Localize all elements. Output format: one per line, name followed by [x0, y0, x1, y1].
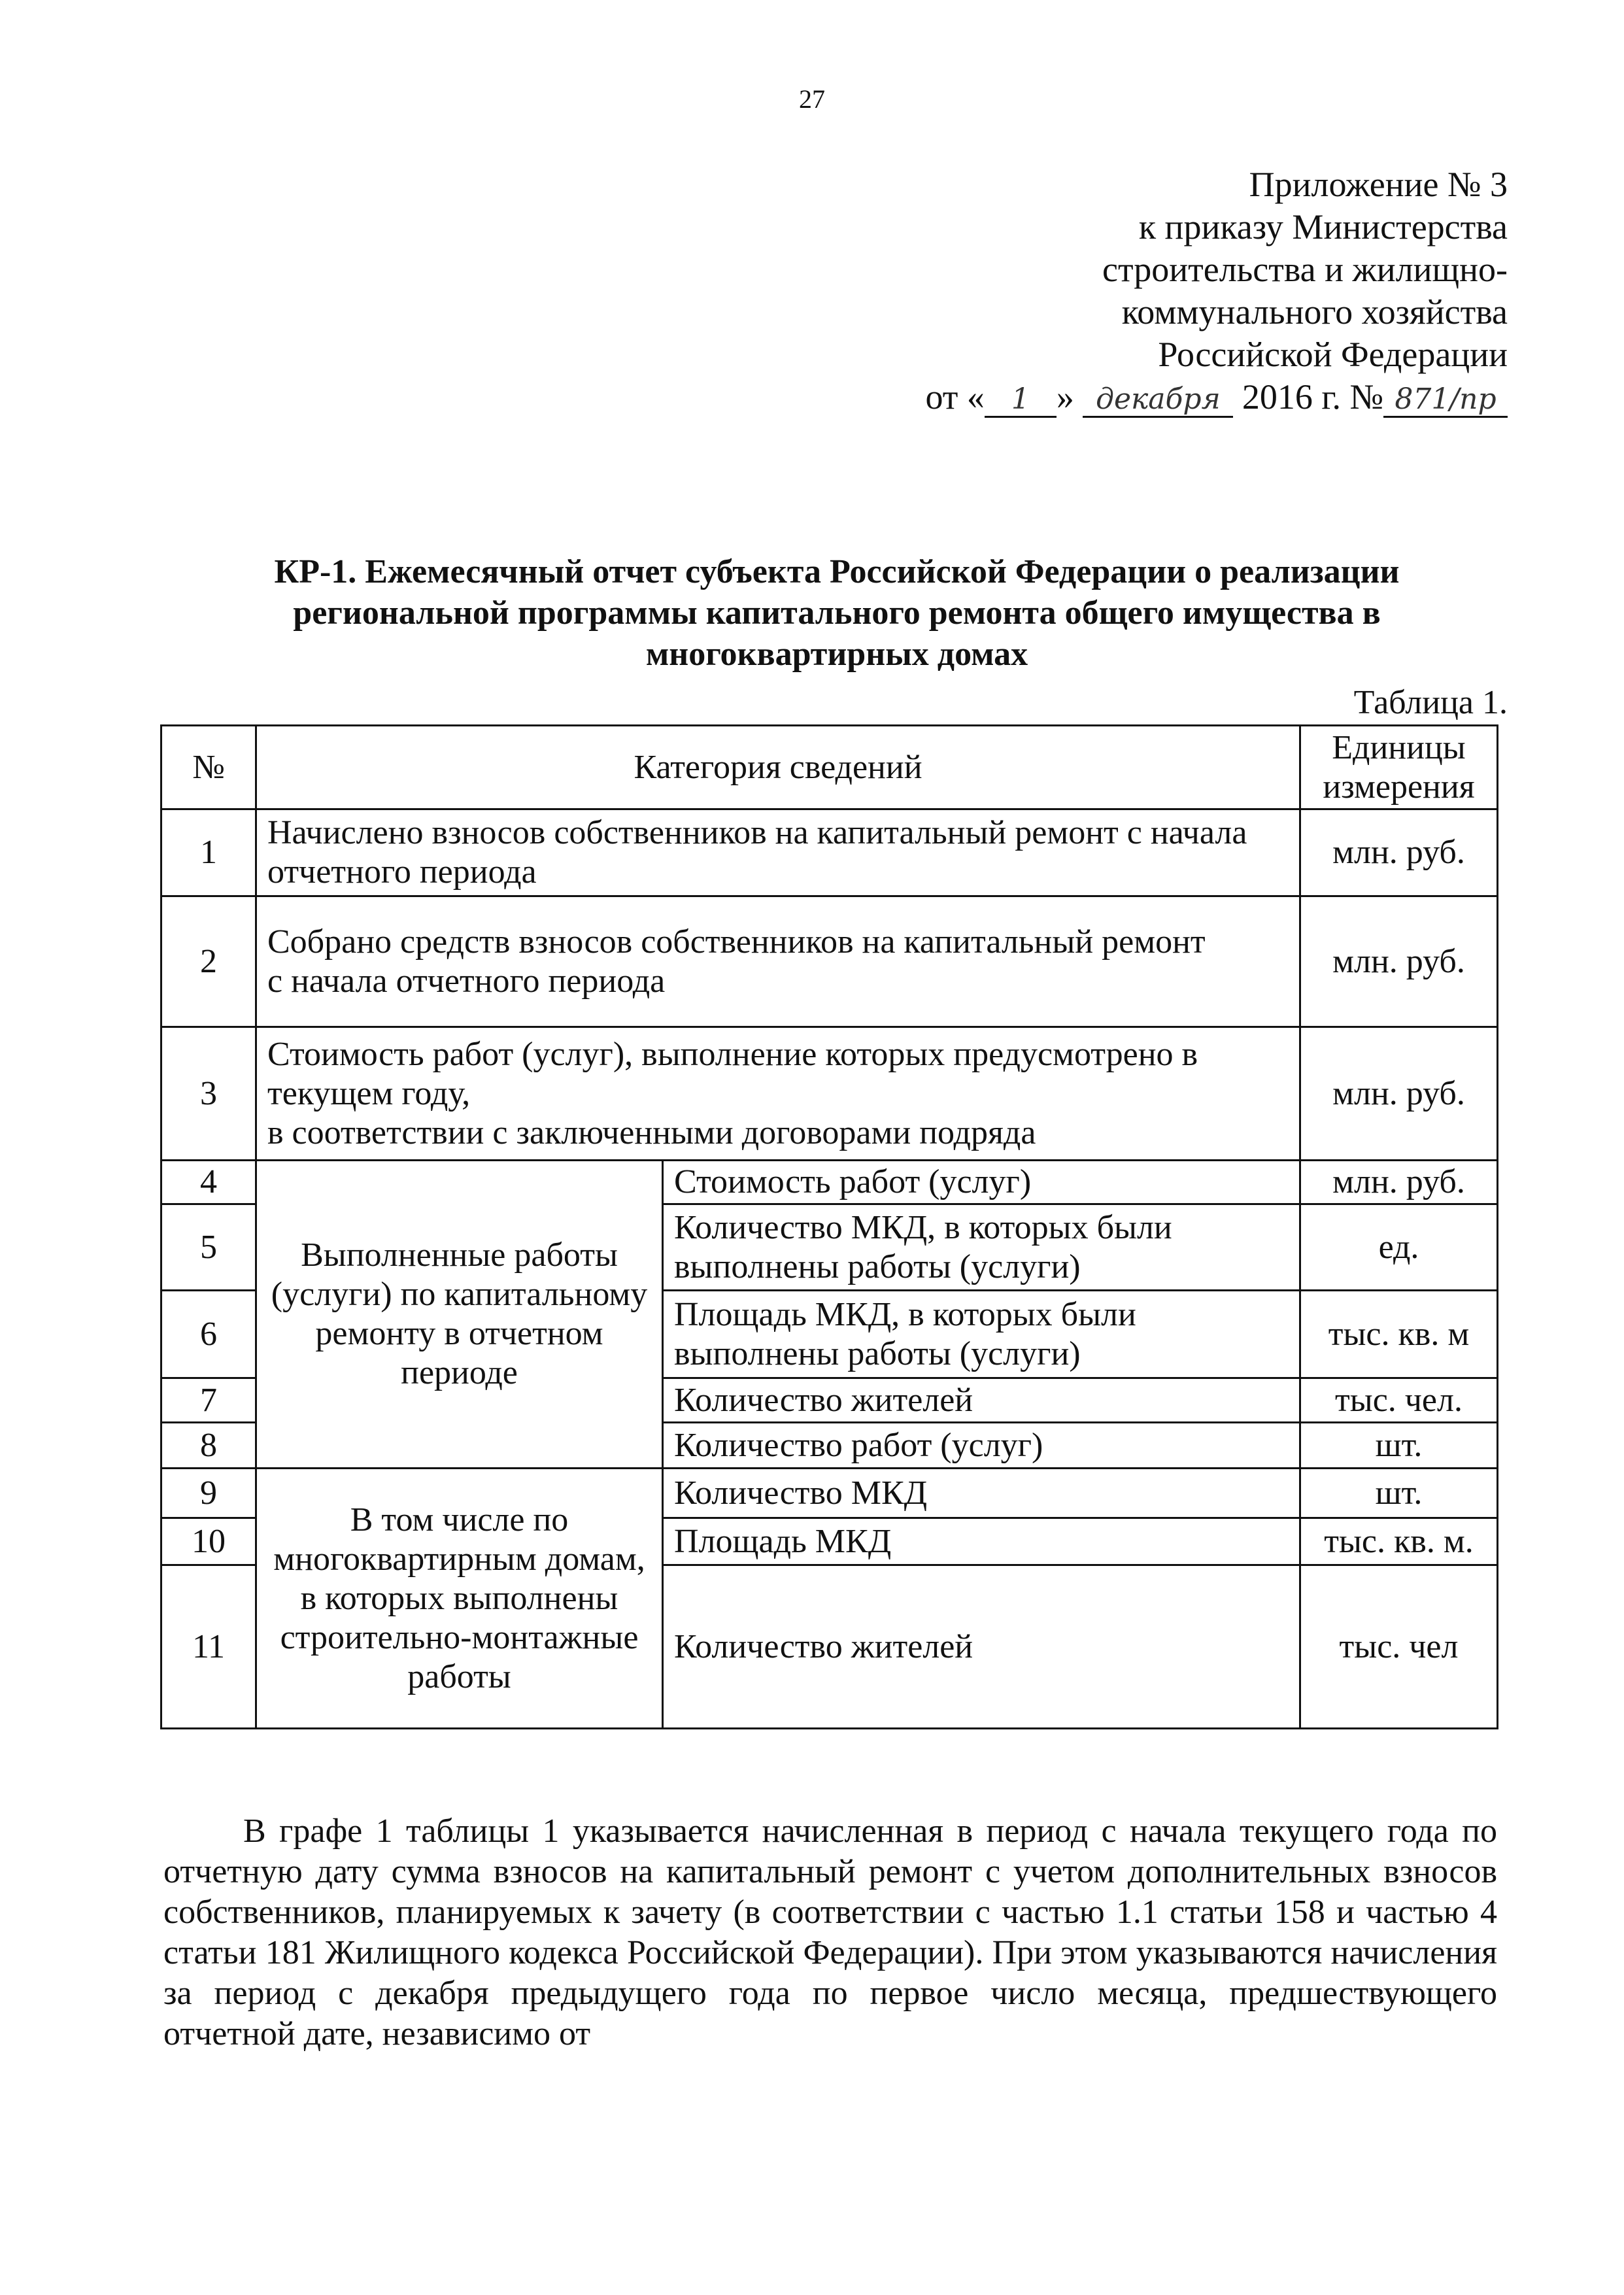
row-text: Стоимость работ (услуг) [663, 1161, 1300, 1204]
appendix-line: Приложение № 3 [1249, 165, 1508, 204]
row-unit: млн. руб. [1300, 896, 1498, 1027]
row-text: Начислено взносов собственников на капитальный ремонт с начала отчетного периода [256, 809, 1300, 896]
row-text: Количество МКД, в которых были выполнены работы (услуги) [663, 1204, 1300, 1291]
row-num: 11 [161, 1565, 256, 1729]
row-unit: тыс. чел. [1300, 1378, 1498, 1423]
row-unit: млн. руб. [1300, 1161, 1498, 1204]
row-num: 9 [161, 1469, 256, 1518]
row-text: Количество жителей [663, 1565, 1300, 1729]
appendix-line: строительства и жилищно- [1102, 250, 1508, 289]
row-unit: тыс. кв. м [1300, 1291, 1498, 1378]
order-mid: » [1056, 377, 1074, 416]
row-num: 5 [161, 1204, 256, 1291]
row-num: 3 [161, 1027, 256, 1161]
order-number: 871/пр [1383, 383, 1508, 418]
order-reference [926, 376, 1508, 418]
row-num: 2 [161, 896, 256, 1027]
row-num: 8 [161, 1423, 256, 1469]
row-text: Собрано средств взносов собственников на капитальный ремонт с начала отчетного периода [256, 896, 1300, 1027]
row-text: Площадь МКД, в которых были выполнены работы (услуги) [663, 1291, 1300, 1378]
row-text: Количество МКД [663, 1469, 1300, 1518]
appendix-line: к приказу Министерства [1138, 207, 1508, 246]
row-unit: шт. [1300, 1423, 1498, 1469]
table-row [161, 1469, 1498, 1518]
appendix-line: Российской Федерации [1158, 335, 1508, 374]
header-num: № [161, 726, 256, 809]
appendix-header [1102, 163, 1508, 376]
row-unit: тыс. чел [1300, 1565, 1498, 1729]
row-unit: ед. [1300, 1204, 1498, 1291]
body-paragraph: В графе 1 таблицы 1 указывается начисленная в период с начала текущего года по отчетную дату сумма взносов на капитальный ремонт с учетом дополнительных взносов собственников, планируемых к зачету (в соответствии с частью 1.1 статьи 158 и частью 4 статьи 181 Жилищного кодекса Российской Федерации). При этом указываются начисления за период с декабря предыдущего года по первое число месяца, предшествующего отчетной дате, независимо от [163, 1812, 1497, 2052]
row-unit: тыс. кв. м. [1300, 1518, 1498, 1565]
row-unit: млн. руб. [1300, 1027, 1498, 1161]
header-unit: Единицы измерения [1300, 726, 1498, 809]
order-day: 1 [985, 383, 1057, 418]
row-unit: шт. [1300, 1469, 1498, 1518]
group-including: В том числе по многоквартирным домам, в которых выполнены строительно-монтажные работы [256, 1469, 663, 1729]
group-completed-works: Выполненные работы (услуги) по капитальному ремонту в отчетном периоде [256, 1161, 663, 1469]
row-text: Площадь МКД [663, 1518, 1300, 1565]
row-text: Количество работ (услуг) [663, 1423, 1300, 1469]
row-num: 10 [161, 1518, 256, 1565]
table-row [161, 809, 1498, 896]
table-caption: Таблица 1. [1353, 684, 1508, 721]
table-row [161, 896, 1498, 1027]
row-num: 7 [161, 1378, 256, 1423]
appendix-line: коммунального хозяйства [1121, 292, 1508, 332]
page-number: 27 [799, 84, 825, 114]
header-category: Категория сведений [256, 726, 1300, 809]
row-text: Стоимость работ (услуг), выполнение которых предусмотрено в текущем году, в соответствии с заключенными договорами подряда [256, 1027, 1300, 1161]
order-month: декабря [1083, 383, 1233, 418]
order-year: 2016 г. № [1242, 377, 1383, 416]
order-prefix: от « [925, 377, 985, 416]
row-num: 6 [161, 1291, 256, 1378]
row-unit: млн. руб. [1300, 809, 1498, 896]
row-num: 4 [161, 1161, 256, 1204]
row-text: Количество жителей [663, 1378, 1300, 1423]
table-row [161, 1161, 1498, 1204]
table-row [161, 1027, 1498, 1161]
row-num: 1 [161, 809, 256, 896]
report-table [160, 724, 1498, 1729]
report-title: КР-1. Ежемесячный отчет субъекта Российской Федерации о реализации региональной программы капитального ремонта общего имущества в многоквартирных домах [274, 553, 1400, 673]
table-header-row [161, 726, 1498, 809]
